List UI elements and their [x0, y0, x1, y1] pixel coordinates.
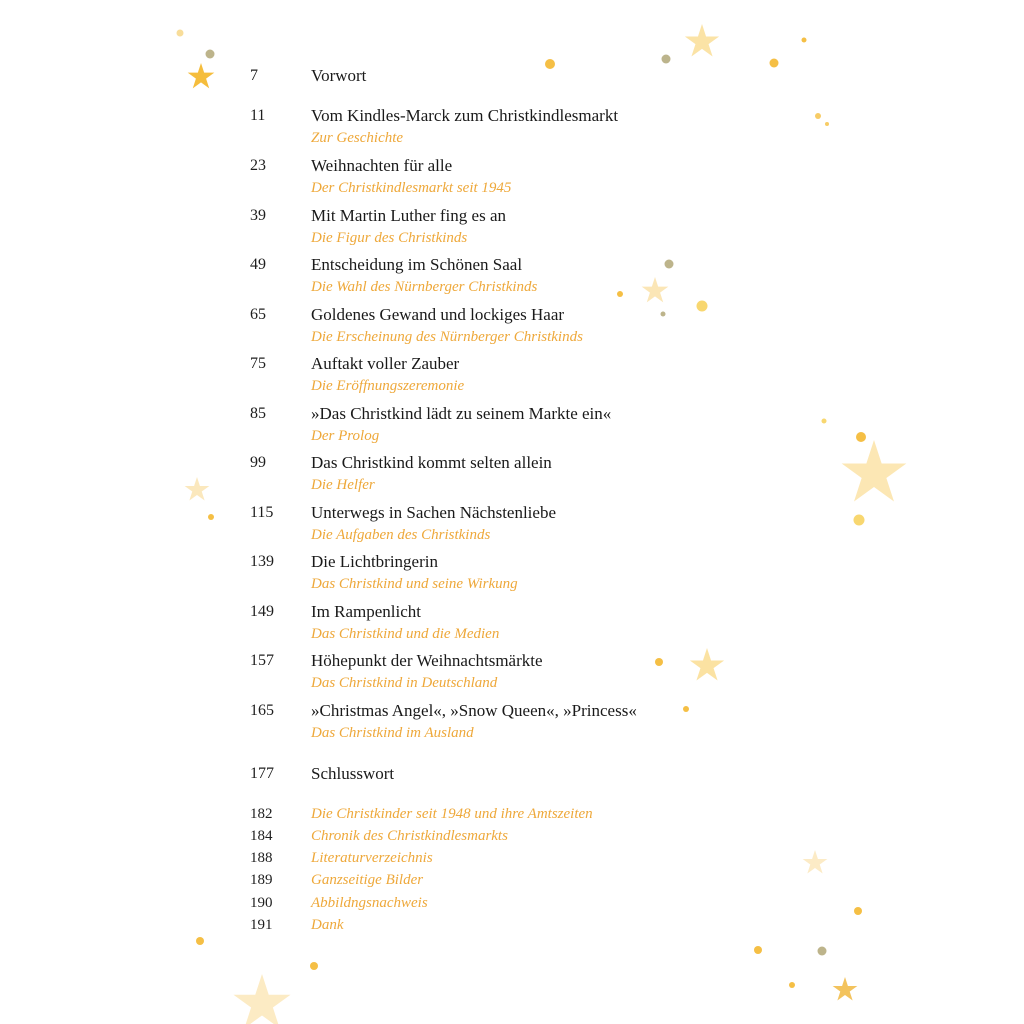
page-number: 190: [250, 895, 273, 911]
chapter-title: Vorwort: [311, 66, 367, 85]
appendix-label: Literaturverzeichnis: [311, 850, 433, 866]
page-number: 189: [250, 872, 273, 888]
toc-entry[interactable]: [250, 700, 770, 744]
chapter-subtitle: Der Prolog: [311, 428, 380, 444]
toc-entry[interactable]: [250, 502, 770, 546]
toc-entry[interactable]: [250, 254, 770, 298]
chapter-subtitle: Die Aufgaben des Christkinds: [311, 527, 491, 543]
chapter-subtitle: Das Christkind in Deutschland: [311, 675, 498, 691]
page-number: 157: [250, 652, 274, 669]
page-number: 165: [250, 702, 274, 719]
appendix-entry[interactable]: [250, 892, 770, 914]
toc-entry[interactable]: [250, 763, 770, 785]
page-number: 99: [250, 454, 266, 471]
page-number: 23: [250, 157, 266, 174]
page-number: 149: [250, 603, 274, 620]
appendix-entry[interactable]: [250, 803, 770, 825]
chapter-subtitle: Die Helfer: [311, 477, 375, 493]
chapter-title: Die Lichtbringerin: [311, 552, 438, 571]
toc-entry[interactable]: [250, 551, 770, 595]
page-number: 188: [250, 850, 273, 866]
page-number: 65: [250, 306, 266, 323]
toc-entry[interactable]: [250, 403, 770, 447]
chapter-title: Das Christkind kommt selten allein: [311, 453, 552, 472]
appendix-entry[interactable]: [250, 914, 770, 936]
toc-entry[interactable]: [250, 650, 770, 694]
toc-entry[interactable]: [250, 304, 770, 348]
chapter-title: Mit Martin Luther fing es an: [311, 206, 506, 225]
appendix-entry[interactable]: [250, 847, 770, 869]
chapter-subtitle: Die Wahl des Nürnberger Christkinds: [311, 279, 538, 295]
chapter-subtitle: Die Erscheinung des Nürnberger Christkinds: [311, 329, 583, 345]
chapter-title: Entscheidung im Schönen Saal: [311, 255, 523, 274]
chapter-subtitle: Die Figur des Christkinds: [311, 230, 468, 246]
chapter-title: »Das Christkind lädt zu seinem Markte ein«: [311, 404, 612, 423]
page-number: 49: [250, 256, 266, 273]
page-number: 85: [250, 405, 266, 422]
chapter-title: Auftakt voller Zauber: [311, 354, 460, 373]
appendix-entry[interactable]: [250, 869, 770, 891]
appendix-label: Chronik des Christkindlesmarkts: [311, 828, 508, 844]
toc-entry[interactable]: [250, 65, 770, 87]
chapter-title: Vom Kindles-Marck zum Christkindlesmarkt: [311, 106, 619, 125]
appendix-entry[interactable]: [250, 825, 770, 847]
chapter-title: Weihnachten für alle: [311, 156, 453, 175]
toc-entry[interactable]: [250, 155, 770, 199]
chapter-subtitle: Das Christkind und die Medien: [311, 626, 500, 642]
appendix-label: Die Christkinder seit 1948 und ihre Amtszeiten: [311, 806, 593, 822]
toc-entry[interactable]: [250, 452, 770, 496]
appendix-label: Abbildngsnachweis: [311, 895, 428, 911]
page-number: 184: [250, 828, 273, 844]
chapter-subtitle: Die Eröffnungszeremonie: [311, 378, 465, 394]
page-number: 115: [250, 504, 274, 521]
appendix-label: Ganzseitige Bilder: [311, 872, 424, 888]
toc-entry[interactable]: [250, 353, 770, 397]
chapter-subtitle: Das Christkind und seine Wirkung: [311, 576, 518, 592]
toc-entry[interactable]: [250, 601, 770, 645]
chapter-title: Schlusswort: [311, 764, 395, 783]
chapter-title: Höhepunkt der Weihnachtsmärkte: [311, 651, 543, 670]
chapter-subtitle: Der Christkindlesmarkt seit 1945: [311, 180, 512, 196]
page-number: 191: [250, 917, 273, 933]
page-number: 177: [250, 765, 274, 782]
page-number: 7: [250, 67, 258, 84]
chapter-title: Unterwegs in Sachen Nächstenliebe: [311, 503, 556, 522]
appendix-label: Dank: [311, 917, 344, 933]
chapter-title: Im Rampenlicht: [311, 602, 422, 621]
chapter-subtitle: Zur Geschichte: [311, 130, 404, 146]
chapter-title: »Christmas Angel«, »Snow Queen«, »Princess«: [311, 701, 637, 720]
page-number: 139: [250, 553, 274, 570]
page-number: 11: [250, 107, 266, 124]
page-number: 75: [250, 355, 266, 372]
page-number: 182: [250, 806, 273, 822]
toc-entry[interactable]: [250, 105, 770, 149]
toc-entry[interactable]: [250, 205, 770, 249]
page-number: 39: [250, 207, 266, 224]
chapter-subtitle: Das Christkind im Ausland: [311, 725, 474, 741]
chapter-title: Goldenes Gewand und lockiges Haar: [311, 305, 565, 324]
